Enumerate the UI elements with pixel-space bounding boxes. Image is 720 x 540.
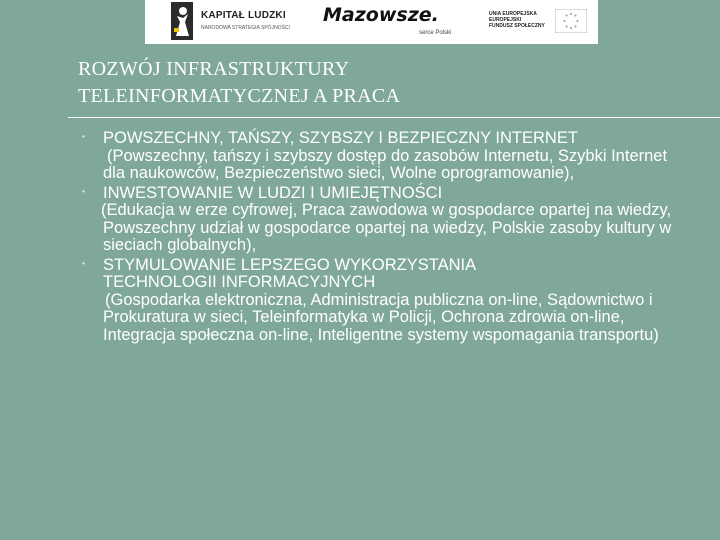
bullet-description: (Edukacja w erze cyfrowej, Praca zawodowa w gospodarce opartej na wiedzy, Powszechny udział w gospodarce opartej na wiedzy, Polskie zasoby kultury w sieciach globalnych), [101,201,672,254]
eu-flag-icon [555,9,587,33]
bullet-list [82,130,682,346]
bullet-icon: • [82,132,85,141]
title-divider [68,117,720,118]
eu-text: UNIA EUROPEJSKA EUROPEJSKI FUNDUSZ SPOŁECZNY [489,11,545,29]
mazowsze-subtitle: serce Polski [419,30,452,36]
bullet-item [82,185,682,255]
kapital-ludzki-name: KAPITAŁ LUDZKI [201,10,286,21]
title-line-1: ROZWÓJ INFRASTRUKTURY [78,58,350,80]
bullet-item [82,130,682,183]
logo-bar [145,0,598,44]
bullet-icon: • [82,186,85,196]
bullet-description: (Powszechny, tańszy i szybszy dostęp do zasobów Internetu, Szybki Internet dla naukowców, Bezpieczeństwo sieci, Wolne oprogramowanie), [103,146,668,182]
kapital-ludzki-subtitle: NARODOWA STRATEGIA SPÓJNOŚCI [201,25,290,31]
bullet-icon: • [82,258,85,268]
mazowsze-logo: Mazowsze. [323,4,439,26]
bullet-heading: POWSZECHNY, TAŃSZY, SZYBSZY I BEZPIECZNY INTERNET [103,129,578,147]
bullet-description: (Gospodarka elektroniczna, Administracja publiczna on-line, Sądownictwo i Prokuratura w sieci, Teleinformatyka w Policji, Ochrona zdrowia on-line, Integracja społeczna on-line, Inteligentne systemy wspomagania transportu) [103,290,659,344]
bullet-heading: STYMULOWANIE LEPSZEGO WYKORZYSTANIA TECHNOLOGII INFORMACYJNYCH [103,255,476,291]
title-line-2: TELEINFORMATYCZNEJ A PRACA [78,85,401,107]
bullet-heading: INWESTOWANIE W LUDZI I UMIEJĘTNOŚCI [103,183,443,202]
slide-title [78,56,638,110]
kapital-ludzki-logo-icon [171,2,193,40]
bullet-item [82,257,682,345]
